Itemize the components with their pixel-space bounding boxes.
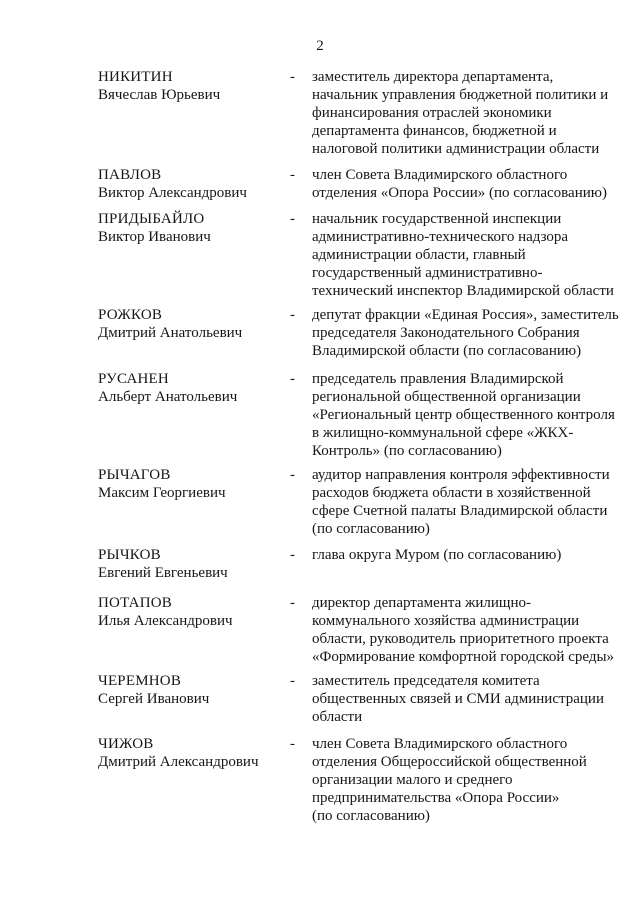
member-position — [312, 735, 618, 825]
member-position — [312, 166, 618, 202]
position-line: член Совета Владимирского областного — [312, 167, 568, 183]
position-line: общественных связей и СМИ администрации — [312, 691, 604, 707]
position-line: член Совета Владимирского областного — [312, 736, 568, 752]
position-line: председатель правления Владимирской — [312, 371, 564, 387]
position-line: в жилищно-коммунальной сфере «ЖКХ- — [312, 425, 574, 441]
member-position — [312, 546, 618, 564]
position-line: заместитель председателя комитета — [312, 673, 540, 689]
member-surname: РУСАНЕН — [98, 371, 169, 387]
member-position — [312, 672, 618, 726]
member-name — [98, 166, 288, 202]
member-position — [312, 210, 618, 300]
separator-dash: - — [290, 211, 295, 227]
member-surname: ЧИЖОВ — [98, 736, 154, 752]
member-name — [98, 466, 288, 502]
position-line: глава округа Муром (по согласованию) — [312, 547, 562, 563]
position-line: «Региональный центр общественного контроля — [312, 407, 615, 423]
member-position — [312, 370, 618, 460]
member-surname: РЫЧКОВ — [98, 547, 161, 563]
position-line: председателя Законодательного Собрания — [312, 325, 580, 341]
position-line: коммунального хозяйства администрации — [312, 613, 580, 629]
position-line: заместитель директора департамента, — [312, 69, 554, 85]
member-position — [312, 306, 618, 360]
position-line: области — [312, 709, 363, 725]
separator-dash: - — [290, 69, 295, 85]
member-surname: ЧЕРЕМНОВ — [98, 673, 182, 689]
separator-dash: - — [290, 547, 295, 563]
member-name — [98, 546, 288, 582]
member-name — [98, 672, 288, 708]
member-given-name: Евгений Евгеньевич — [98, 565, 228, 581]
member-surname: ПАВЛОВ — [98, 167, 162, 183]
separator-dash: - — [290, 371, 295, 387]
position-line: Контроль» (по согласованию) — [312, 443, 502, 459]
member-given-name: Виктор Александрович — [98, 185, 247, 201]
position-line: государственный административно- — [312, 265, 543, 281]
member-surname: ПРИДЫБАЙЛО — [98, 211, 205, 227]
position-line: «Формирование комфортной городской среды» — [312, 649, 615, 665]
position-line: сфере Счетной палаты Владимирской области — [312, 503, 608, 519]
separator-dash: - — [290, 673, 295, 689]
member-given-name: Дмитрий Александрович — [98, 754, 259, 770]
position-line: финансирования отраслей экономики — [312, 105, 552, 121]
separator-dash: - — [290, 307, 295, 323]
member-given-name: Вячеслав Юрьевич — [98, 87, 221, 103]
member-name — [98, 68, 288, 104]
member-given-name: Сергей Иванович — [98, 691, 210, 707]
member-surname: ПОТАПОВ — [98, 595, 172, 611]
member-name — [98, 306, 288, 342]
position-line: налоговой политики администрации области — [312, 141, 600, 157]
position-line: администрации области, главный — [312, 247, 526, 263]
member-given-name: Максим Георгиевич — [98, 485, 226, 501]
member-name — [98, 210, 288, 246]
separator-dash: - — [290, 595, 295, 611]
member-surname: РОЖКОВ — [98, 307, 163, 323]
position-line: административно-технического надзора — [312, 229, 569, 245]
member-surname: НИКИТИН — [98, 69, 173, 85]
separator-dash: - — [290, 736, 295, 752]
member-given-name: Альберт Анатольевич — [98, 389, 238, 405]
position-line: расходов бюджета области в хозяйственной — [312, 485, 591, 501]
member-given-name: Дмитрий Анатольевич — [98, 325, 243, 341]
separator-dash: - — [290, 467, 295, 483]
position-line: Владимирской области (по согласованию) — [312, 343, 582, 359]
position-line: (по согласованию) — [312, 808, 430, 824]
position-line: начальник государственной инспекции — [312, 211, 562, 227]
member-given-name: Илья Александрович — [98, 613, 233, 629]
member-position — [312, 68, 618, 158]
position-line: (по согласованию) — [312, 521, 430, 537]
member-name — [98, 370, 288, 406]
member-surname: РЫЧАГОВ — [98, 467, 171, 483]
member-name — [98, 594, 288, 630]
position-line: региональной общественной организации — [312, 389, 581, 405]
position-line: аудитор направления контроля эффективности — [312, 467, 610, 483]
position-line: технический инспектор Владимирской области — [312, 283, 614, 299]
position-line: начальник управления бюджетной политики и — [312, 87, 609, 103]
member-position — [312, 466, 618, 538]
separator-dash: - — [290, 167, 295, 183]
position-line: директор департамента жилищно- — [312, 595, 531, 611]
position-line: области, руководитель приоритетного проекта — [312, 631, 609, 647]
position-line: отделения Общероссийской общественной — [312, 754, 587, 770]
member-given-name: Виктор Иванович — [98, 229, 211, 245]
member-position — [312, 594, 618, 666]
position-line: предпринимательства «Опора России» — [312, 790, 560, 806]
page-number: 2 — [316, 38, 324, 54]
position-line: депутат фракции «Единая Россия», заместитель — [312, 307, 619, 323]
member-name — [98, 735, 288, 771]
position-line: организации малого и среднего — [312, 772, 513, 788]
position-line: отделения «Опора России» (по согласованию) — [312, 185, 607, 201]
position-line: департамента финансов, бюджетной и — [312, 123, 557, 139]
